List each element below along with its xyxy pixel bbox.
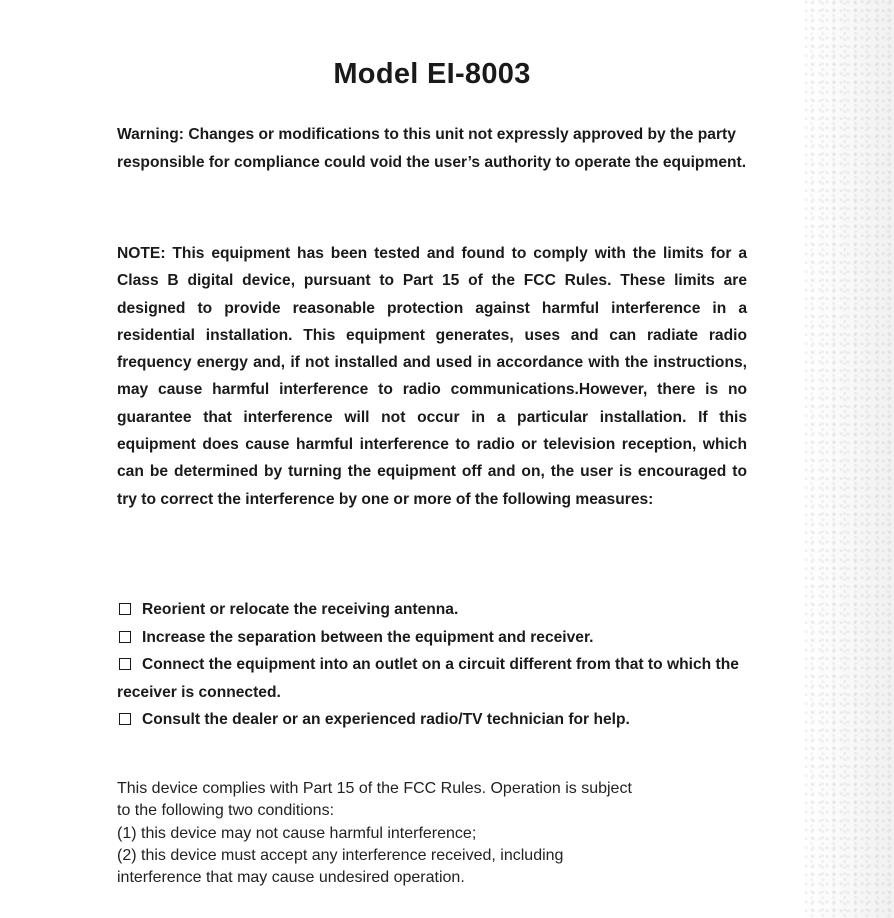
note-paragraph: NOTE: This equipment has been tested and found to comply with the limits for a Class B digital device, pursuant to Part 15 of the FCC Rules. These limits are designed to provide reasonable protection against harmful interference in a residential installation. This equipment generates, uses and can radiate radio frequency energy and, if not installed and used in accordance with the instructions, may cause harmful interference to radio communications.However, there is no guarantee that interference will not occur in a particular installation. If this equipment does cause harmful interference to radio or television reception, which can be determined by turning the equipment off and on, the user is encouraged to try to correct the interference by one or more of the following measures: — [117, 245, 747, 508]
compliance-line: (1) this device may not cause harmful interference; — [117, 824, 477, 842]
checkbox-icon — [119, 631, 131, 643]
checkbox-icon — [119, 658, 131, 670]
checkbox-icon — [119, 713, 131, 725]
measures-list — [117, 596, 747, 734]
compliance-line: interference that may cause undesired operation. — [117, 869, 465, 887]
scan-edge-noise — [804, 0, 894, 918]
compliance-line: This device complies with Part 15 of the FCC Rules. Operation is subject — [117, 780, 632, 797]
measure-text: Reorient or relocate the receiving antenna. — [142, 601, 459, 618]
compliance-statement — [117, 778, 757, 889]
compliance-line: to the following two conditions: — [117, 802, 335, 820]
measure-item — [117, 651, 747, 706]
checkbox-icon — [119, 603, 131, 615]
measure-text: Consult the dealer or an experienced radio/TV technician for help. — [142, 711, 630, 728]
warning-paragraph: Warning: Changes or modifications to this unit not expressly approved by the party responsible for compliance could void the user’s authority to operate the equipment. — [117, 126, 747, 171]
measure-item — [117, 624, 747, 652]
measure-item — [117, 596, 747, 624]
measure-text: Increase the separation between the equipment and receiver. — [142, 628, 594, 646]
page-title: Model EI-8003 — [333, 58, 531, 90]
compliance-line: (2) this device must accept any interference received, including — [117, 846, 564, 864]
measure-text: Connect the equipment into an outlet on a circuit different from that to which the receiver is connected. — [117, 656, 739, 701]
measure-item — [117, 706, 747, 734]
